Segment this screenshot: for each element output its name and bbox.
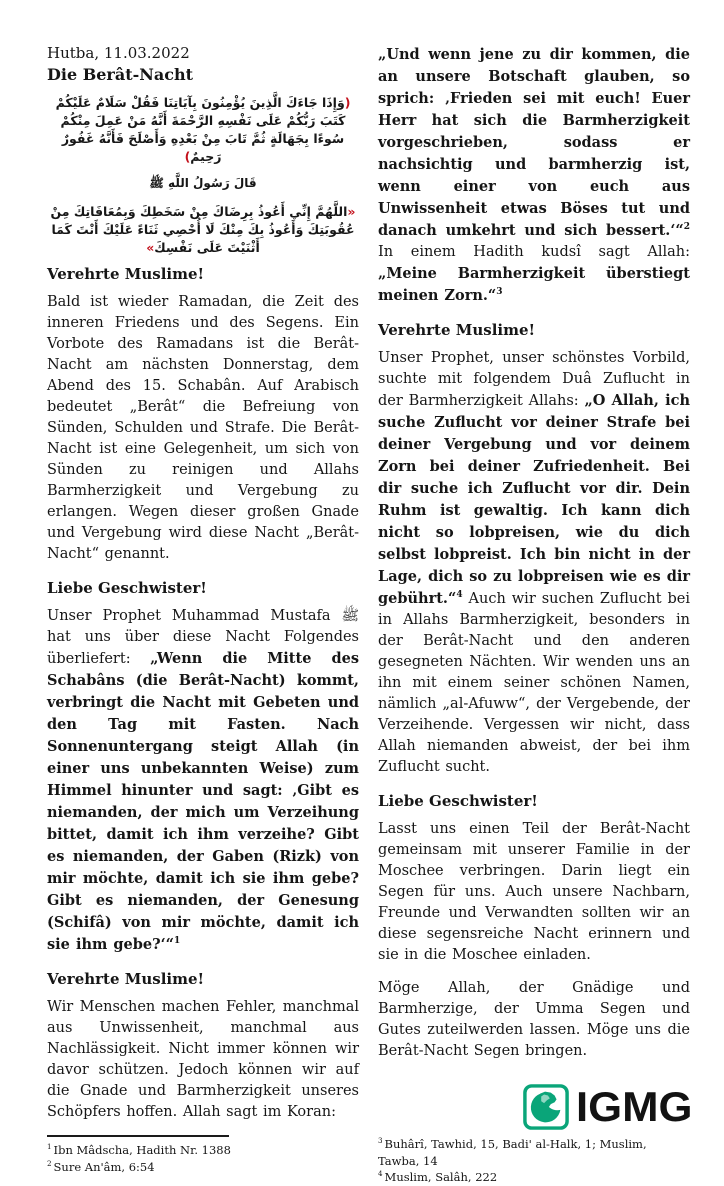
date-line: Hutba, 11.03.2022	[47, 44, 190, 62]
arabic-quran-verse	[47, 94, 359, 166]
footnote-1-text: Ibn Mâdscha, Hadith Nr. 1388	[53, 1143, 231, 1157]
footnote-4-marker: 4	[378, 1169, 383, 1179]
paragraph-moschee: Lasst uns einen Teil der Berât-Nacht gemeinsam mit unserer Familie in der Moschee verbringen. Darin liegt ein Segen für uns. Auch unsere Nachbarn, Freunde und Verwandten sollten wir an diese segensreiche Nacht erinnern und sie in die Moschee einladen.	[378, 821, 690, 963]
paragraph-berat-intro: Bald ist wieder Ramadan, die Zeit des inneren Friedens und des Segens. Ein Vorbote des Ramadans ist die Berât-Nacht am nächsten Donnerstag, dem Abend des 15. Schabân. Auf Arabisch bedeutet „Berât“ die Befreiung von Sünden, Schulden und Strafe. Die Berât-Nacht ist eine Gelegenheit, um sich von Sünden zu reinigen und Allahs Barmherzigkeit und Vergebung zu erlangen. Wegen dieser großen Gnade und Vergebung wird diese Nacht „Berât-Nacht“ genannt.	[47, 294, 359, 562]
footnote-rule	[47, 1135, 229, 1137]
quran-close-paren: )	[184, 149, 191, 164]
footnotes-right	[378, 1136, 690, 1186]
footnote-3-marker: 3	[378, 1136, 383, 1146]
footnote-2	[47, 1159, 359, 1176]
footnote-3	[378, 1136, 690, 1169]
footnote-3-text: Buhârî, Tawhid, 15, Badi' al-Halk, 1; Muslim, Tawba, 14	[378, 1137, 647, 1168]
paragraph-dua-zuflucht: Unser Prophet, unser schönstes Vorbild, suchte mit folgendem Duâ Zuflucht in der Barmherzigkeit Allahs: „O Allah, ich suche Zuflucht vor deiner Strafe bei deiner Vergebung und vor deinem Zorn bei deiner Zufriedenheit. Bei dir suche ich Zuflucht vor dir. Dein Ruhm ist gewaltig. Ich kann dich nicht so lobpreisen, wie du dich selbst lobpreist. Ich bin nicht in der Lage, dich so zu lobpreisen wie es dir gebührt.“$^4$ Auch wir suchen Zuflucht bei in Allahs Barmherzigkeit, besonders in der Berât-Nacht und den anderen gesegneten Nächten. Wir wenden uns an ihn mit einem seiner schönen Namen, nämlich „al-Afuww“, der Vergebende, der Verzeihende. Vergessen wir nicht, dass Allah niemanden abweist, der bei ihm Zuflucht sucht.	[378, 350, 690, 775]
left-column	[47, 44, 359, 1174]
footnotes-left	[47, 1135, 359, 1175]
footnote-1-marker: 1	[47, 1142, 52, 1152]
page-title: Die Berât-Nacht	[47, 65, 193, 84]
paragraph-schlussgebet: Möge Allah, der Gnädige und Barmherzige, der Umma Segen und Gutes zuteilwerden lassen. Möge uns die Berât-Nacht Segen bringen.	[378, 980, 690, 1059]
heading-verehrte-muslime-2: Verehrte Muslime!	[47, 970, 205, 988]
igmg-logo	[378, 1083, 693, 1130]
paragraph-fehler: Wir Menschen machen Fehler, manchmal aus Unwissenheit, manchmal aus Nachlässigkeit. Nicht immer können wir davor schützen. Jedoch können wir auf die Gnade und Barmherzigkeit unseres Schöpfers hoffen. Allah sagt im Koran:	[47, 999, 359, 1120]
footnote-4	[378, 1169, 690, 1186]
quran-open-paren: (	[344, 95, 351, 110]
heading-liebe-geschwister-1: Liebe Geschwister!	[47, 579, 207, 597]
footnote-2-text: Sure An'âm, 6:54	[53, 1159, 155, 1174]
igmg-wordmark: IGMG	[576, 1083, 693, 1130]
footnote-1	[47, 1142, 359, 1159]
arabic-dua	[47, 203, 359, 257]
paragraph-hadith-schaban: Unser Prophet Muhammad Mustafa ﷺ hat uns über diese Nacht Folgendes überliefert: „Wenn die Mitte des Schabâns (die Berât-Nacht) kommt, verbringt die Nacht mit Gebeten und den Tag mit Fasten. Nach Sonnenuntergang steigt Allah (in einer uns unbekannten Weise) zum Himmel hinunter und sagt: ‚Gibt es niemanden, der mich um Verzeihung bittet, damit ich ihm verzeihe? Gibt es niemanden, der Gaben (Rizk) von mir möchte, damit ich sie ihm gebe? Gibt es niemanden, der Genesung (Schifâ) von mir möchte, damit ich sie ihm gebe?‘“$^1$	[47, 608, 359, 953]
dua-close-guillemet: »	[146, 240, 155, 255]
heading-verehrte-muslime-1: Verehrte Muslime!	[47, 265, 205, 283]
dua-text: اللَّهُمَّ إِنِّي أَعُوذُ بِرِضَاكَ مِنْ سَخَطِكَ وَبِمُعَافَاتِكَ مِنْ عُقُوبَتِكَ وَأَعُوذُ بِكَ مِنْكَ لَا أُحْصِي ثَنَاءً عَلَيْكَ أَنْتَ كَمَا أَثْنَيْتَ عَلَى نَفْسِكَ	[50, 204, 355, 255]
quran-text: وَإِذَا جَاءَكَ الَّذِينَ يُؤْمِنُونَ بِآيَاتِنَا فَقُلْ سَلَامٌ عَلَيْكُمْ كَتَبَ رَبُّكُمْ عَلَى نَفْسِهِ الرَّحْمَةَ أَنَّهُ مَنْ عَمِلَ مِنْكُمْ سُوءًا بِجَهَالَةٍ ثُمَّ تَابَ مِنْ بَعْدِهِ وَأَصْلَحَ فَأَنَّهُ غَفُورٌ رَحِيمٌ	[55, 95, 346, 164]
dua-open-guillemet: «	[347, 204, 356, 219]
footnote-4-text: Muslim, Salâh, 222	[384, 1170, 498, 1184]
footnote-2-marker: 2	[47, 1158, 52, 1168]
heading-liebe-geschwister-2: Liebe Geschwister!	[378, 792, 538, 810]
right-column	[378, 44, 693, 1184]
paragraph-koran-zitat: „Und wenn jene zu dir kommen, die an unsere Botschaft glauben, so sprich: ‚Frieden sei mit euch! Euer Herr hat sich die Barmherzigkeit vorgeschrieben, sodass er nachsichtig und barmherzig ist, wenn einer von euch aus Unwissenheit etwas Böses tut und danach umkehrt und sich bessert.‘“$^2$ In einem Hadith kudsî sagt Allah: „Meine Barmherzigkeit überstiegt meinen Zorn.“$^3$	[378, 46, 690, 304]
heading-verehrte-muslime-3: Verehrte Muslime!	[378, 321, 536, 339]
igmg-crescent-icon	[523, 1084, 569, 1130]
arabic-qala-line: قَالَ رَسُولُ اللَّهِ ﷺ	[149, 176, 257, 190]
